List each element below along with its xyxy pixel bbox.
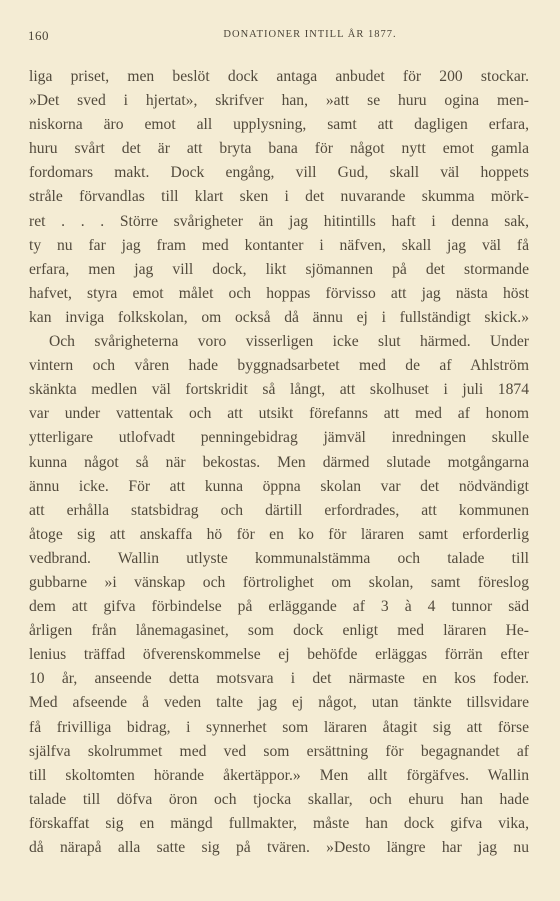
page-number: 160	[28, 28, 49, 43]
paragraph-first-line: Och svårigheterna voro visserligen icke slut härmed. Under	[49, 333, 529, 351]
body-text	[29, 65, 529, 860]
text-line: fordomars makt. Dock engång, vill Gud, skall väl hoppets	[29, 164, 529, 182]
text-line: då närapå alla satte sig på tvären. »Desto längre har jag nu	[29, 839, 529, 856]
text-line: årligen från lånemagasinet, som dock enligt med läraren He-	[29, 622, 529, 640]
text-line: liga priset, men beslöt dock antaga anbudet för 200 stockar.	[29, 68, 529, 85]
text-line: till skoltomten hörande åkertäppor.» Men allt förgäfves. Wallin	[29, 766, 529, 784]
running-head	[28, 28, 532, 48]
text-line: stråle förvandlas till klart sken i det nuvarande skumma mörk-	[29, 188, 529, 206]
text-line: ret . . . Större svårigheter än jag hitintills haft i denna sak,	[29, 212, 529, 230]
text-line: erfara, men jag vill dock, likt sjömannen på det stormande	[29, 260, 529, 278]
running-title: DONATIONER INTILL ÅR 1877.	[223, 29, 397, 40]
text-line: ytterligare utlofvadt penningebidrag jämväl inredningen skulle	[29, 429, 529, 447]
text-line: få frivilliga bidrag, i synnerhet som läraren åtagit sig att förse	[29, 718, 529, 736]
text-line: 10 år, anseende detta motsvara i det närmaste en kos foder.	[29, 670, 529, 688]
text-line: »Det sved i hjertat», skrifver han, »att se huru ogina men-	[29, 92, 529, 110]
text-line: förskaffat sig en mängd fullmakter, måste han dock gifva vika,	[29, 814, 529, 832]
text-line: lenius träffad öfverenskommelse ej behöfde erläggas förrän efter	[29, 646, 529, 664]
text-line: var under vattentak och att utsikt förefanns att med af honom	[29, 405, 529, 423]
text-line: dem att gifva förbindelse på erläggande af 3 à 4 tunnor säd	[29, 598, 529, 616]
text-line: själfva skolrummet med ved som ersättning för begagnandet af	[29, 742, 529, 760]
text-line: skänkta medlen väl fortskridit så långt, att skolhuset i juli 1874	[29, 381, 529, 399]
text-line: vedbrand. Wallin utlyste kommunalstämma och talade till	[29, 549, 529, 567]
text-line: gubbarne »i vänskap och förtrolighet om skolan, samt föreslog	[29, 573, 529, 591]
text-line: vintern och våren hade byggnadsarbetet med de af Ahlström	[29, 357, 529, 375]
text-line: att erhålla statsbidrag och därtill erfordrades, att kommunen	[29, 501, 529, 519]
text-line: niskorna äro emot all upplysning, samt att dagligen erfara,	[29, 116, 529, 134]
text-line: hafvet, styra emot målet och hoppas förvisso att jag nästa höst	[29, 284, 529, 302]
text-line: ty nu far jag fram med kontanter i näfven, skall jag väl få	[29, 236, 529, 254]
text-line: kan inviga folkskolan, om också då ännu ej i fullständigt skick.»	[29, 308, 529, 326]
text-line: talade till döfva öron och tjocka skallar, och ehuru han hade	[29, 790, 529, 808]
text-line: ännu icke. För att kunna öppna skolan var det nödvändigt	[29, 477, 529, 495]
text-line: Med afseende å veden talte jag ej något, utan tänkte tillsvidare	[29, 694, 529, 712]
text-line: kunna något så när bekostas. Men därmed slutade motgångarna	[29, 453, 529, 471]
text-line: åtoge sig att anskaffa hö för en ko för läraren samt erforderlig	[29, 525, 529, 543]
text-line: huru svårt det är att bryta bana för något nytt emot gamla	[29, 140, 529, 158]
